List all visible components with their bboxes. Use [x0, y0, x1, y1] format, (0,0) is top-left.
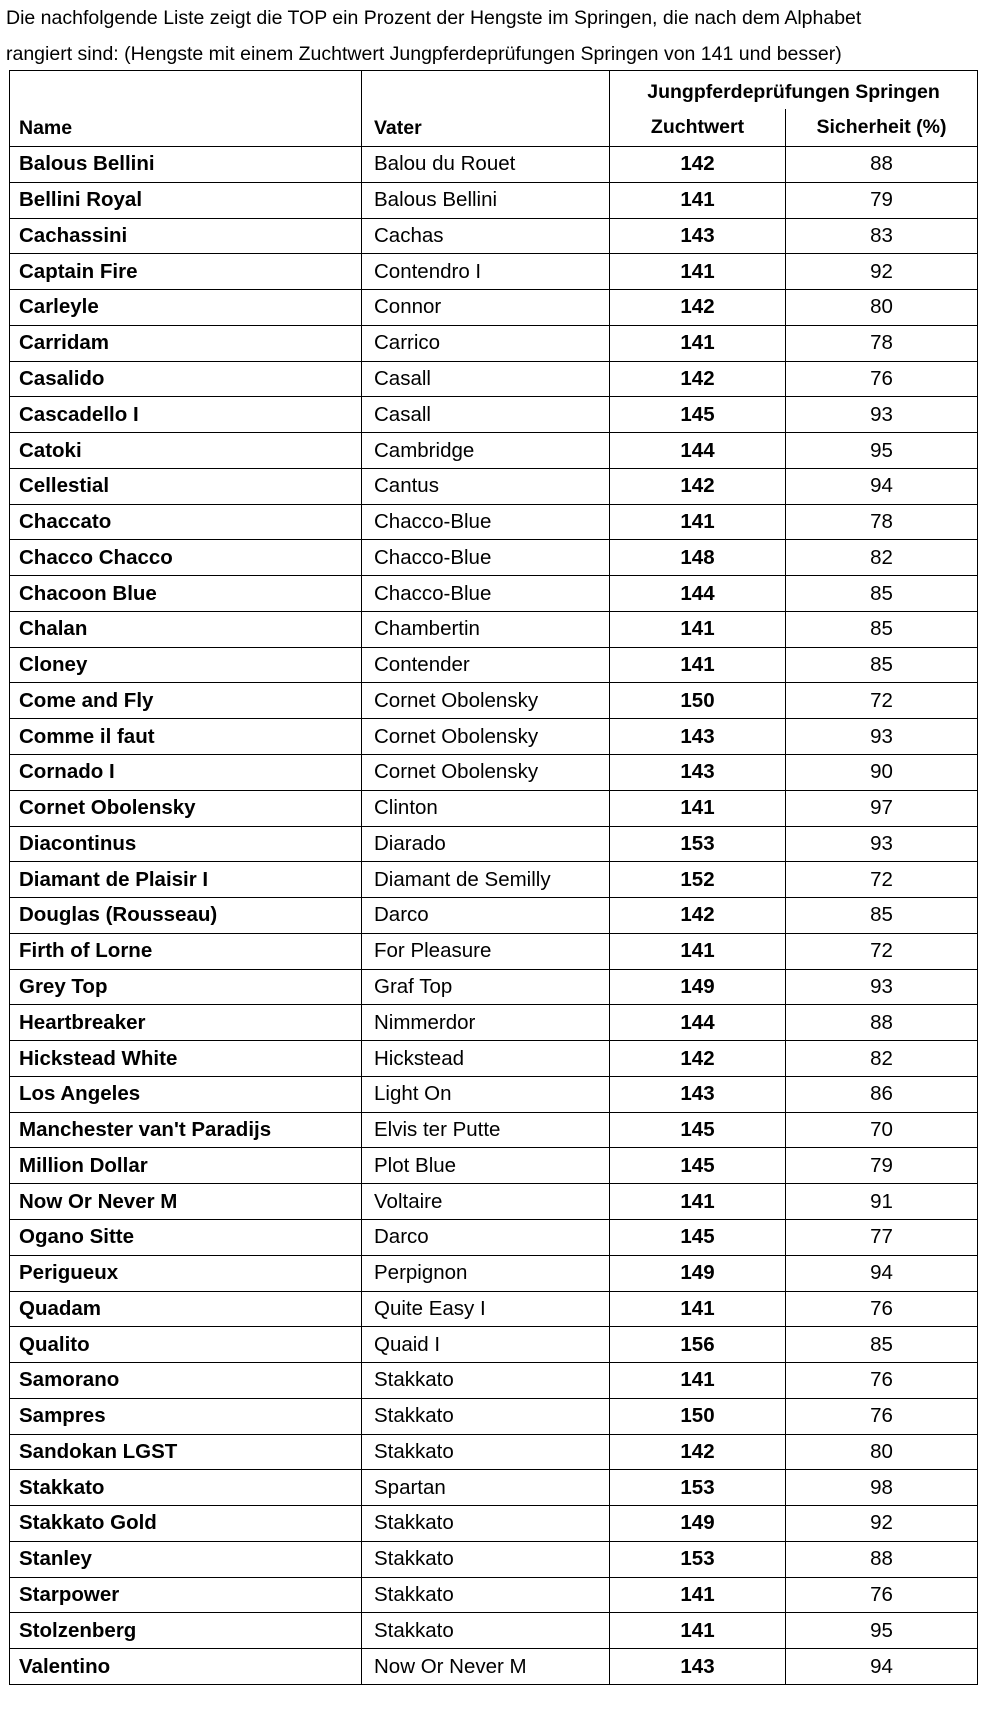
column-header-zuchtwert: Zuchtwert: [610, 109, 786, 147]
cell-vater: Cambridge: [362, 433, 610, 469]
table-row: [10, 1291, 978, 1327]
cell-vater: Stakkato: [362, 1363, 610, 1399]
table-row: [10, 755, 978, 791]
cell-vater: Quaid I: [362, 1327, 610, 1363]
cell-vater: Contendro I: [362, 254, 610, 290]
cell-sicherheit: 98: [786, 1470, 978, 1506]
table-row: [10, 147, 978, 183]
column-header-sicherheit: Sicherheit (%): [786, 109, 978, 147]
cell-name: Million Dollar: [10, 1148, 362, 1184]
cell-zuchtwert: 156: [610, 1327, 786, 1363]
cell-name: Perigueux: [10, 1255, 362, 1291]
cell-name: Cellestial: [10, 468, 362, 504]
cell-vater: Carrico: [362, 325, 610, 361]
cell-vater: Diarado: [362, 826, 610, 862]
cell-zuchtwert: 150: [610, 683, 786, 719]
cell-name: Captain Fire: [10, 254, 362, 290]
cell-sicherheit: 94: [786, 1649, 978, 1685]
cell-vater: Chacco-Blue: [362, 576, 610, 612]
cell-name: Bellini Royal: [10, 182, 362, 218]
cell-name: Quadam: [10, 1291, 362, 1327]
cell-vater: Cornet Obolensky: [362, 719, 610, 755]
cell-name: Firth of Lorne: [10, 933, 362, 969]
cell-vater: Plot Blue: [362, 1148, 610, 1184]
table-row: [10, 1613, 978, 1649]
table-row: [10, 1219, 978, 1255]
cell-zuchtwert: 141: [610, 933, 786, 969]
cell-zuchtwert: 143: [610, 218, 786, 254]
table-row: [10, 647, 978, 683]
cell-sicherheit: 85: [786, 1327, 978, 1363]
cell-sicherheit: 93: [786, 719, 978, 755]
table-row: [10, 1041, 978, 1077]
table-row: [10, 1363, 978, 1399]
cell-sicherheit: 76: [786, 1363, 978, 1399]
table-row: [10, 325, 978, 361]
cell-vater: Voltaire: [362, 1184, 610, 1220]
cell-vater: Darco: [362, 898, 610, 934]
cell-name: Heartbreaker: [10, 1005, 362, 1041]
cell-sicherheit: 92: [786, 1506, 978, 1542]
cell-sicherheit: 88: [786, 1541, 978, 1577]
cell-zuchtwert: 144: [610, 576, 786, 612]
cell-vater: Cornet Obolensky: [362, 683, 610, 719]
cell-vater: Casall: [362, 397, 610, 433]
cell-sicherheit: 78: [786, 325, 978, 361]
cell-zuchtwert: 143: [610, 1076, 786, 1112]
cell-vater: Spartan: [362, 1470, 610, 1506]
cell-name: Chacoon Blue: [10, 576, 362, 612]
cell-zuchtwert: 141: [610, 1184, 786, 1220]
table-row: [10, 182, 978, 218]
table-row: [10, 1005, 978, 1041]
cell-vater: Balous Bellini: [362, 182, 610, 218]
table-row: [10, 826, 978, 862]
cell-vater: Balou du Rouet: [362, 147, 610, 183]
cell-vater: Casall: [362, 361, 610, 397]
cell-zuchtwert: 141: [610, 790, 786, 826]
cell-zuchtwert: 142: [610, 147, 786, 183]
table-header: [10, 71, 978, 147]
cell-sicherheit: 94: [786, 1255, 978, 1291]
cell-zuchtwert: 141: [610, 647, 786, 683]
cell-zuchtwert: 152: [610, 862, 786, 898]
cell-sicherheit: 76: [786, 1398, 978, 1434]
cell-zuchtwert: 150: [610, 1398, 786, 1434]
cell-vater: Stakkato: [362, 1398, 610, 1434]
cell-vater: Chacco-Blue: [362, 504, 610, 540]
cell-vater: Now Or Never M: [362, 1649, 610, 1685]
cell-vater: Chacco-Blue: [362, 540, 610, 576]
cell-sicherheit: 72: [786, 933, 978, 969]
cell-zuchtwert: 141: [610, 1291, 786, 1327]
cell-zuchtwert: 143: [610, 719, 786, 755]
cell-zuchtwert: 145: [610, 1148, 786, 1184]
column-header-name: Name: [10, 71, 362, 147]
cell-zuchtwert: 141: [610, 611, 786, 647]
table-row: [10, 1470, 978, 1506]
cell-zuchtwert: 141: [610, 1363, 786, 1399]
cell-name: Cascadello I: [10, 397, 362, 433]
cell-vater: Connor: [362, 290, 610, 326]
column-group-header: Jungpferdeprüfungen Springen: [610, 71, 978, 110]
table-row: [10, 361, 978, 397]
cell-name: Diamant de Plaisir I: [10, 862, 362, 898]
table-row: [10, 218, 978, 254]
cell-name: Comme il faut: [10, 719, 362, 755]
cell-vater: Stakkato: [362, 1613, 610, 1649]
table-row: [10, 254, 978, 290]
cell-vater: Diamant de Semilly: [362, 862, 610, 898]
cell-sicherheit: 94: [786, 468, 978, 504]
cell-name: Stolzenberg: [10, 1613, 362, 1649]
table-row: [10, 1398, 978, 1434]
cell-sicherheit: 72: [786, 862, 978, 898]
cell-zuchtwert: 144: [610, 1005, 786, 1041]
cell-zuchtwert: 149: [610, 1255, 786, 1291]
cell-name: Ogano Sitte: [10, 1219, 362, 1255]
intro-line-1: Die nachfolgende Liste zeigt die TOP ein Prozent der Hengste im Springen, die nach dem Alphabet: [6, 7, 862, 29]
cell-sicherheit: 83: [786, 218, 978, 254]
cell-zuchtwert: 142: [610, 898, 786, 934]
cell-name: Now Or Never M: [10, 1184, 362, 1220]
table-row: [10, 576, 978, 612]
table-row: [10, 1327, 978, 1363]
cell-sicherheit: 70: [786, 1112, 978, 1148]
cell-name: Douglas (Rousseau): [10, 898, 362, 934]
cell-zuchtwert: 153: [610, 1541, 786, 1577]
cell-name: Carridam: [10, 325, 362, 361]
cell-zuchtwert: 141: [610, 504, 786, 540]
table-row: [10, 540, 978, 576]
cell-sicherheit: 93: [786, 397, 978, 433]
cell-sicherheit: 80: [786, 1434, 978, 1470]
table-row: [10, 933, 978, 969]
cell-zuchtwert: 149: [610, 969, 786, 1005]
cell-name: Sandokan LGST: [10, 1434, 362, 1470]
cell-name: Come and Fly: [10, 683, 362, 719]
cell-sicherheit: 80: [786, 290, 978, 326]
cell-name: Valentino: [10, 1649, 362, 1685]
table-row: [10, 468, 978, 504]
cell-name: Casalido: [10, 361, 362, 397]
cell-vater: Graf Top: [362, 969, 610, 1005]
cell-vater: Stakkato: [362, 1577, 610, 1613]
cell-zuchtwert: 142: [610, 1434, 786, 1470]
table-row: [10, 683, 978, 719]
cell-vater: Nimmerdor: [362, 1005, 610, 1041]
cell-name: Los Angeles: [10, 1076, 362, 1112]
cell-zuchtwert: 141: [610, 1577, 786, 1613]
cell-vater: Cornet Obolensky: [362, 755, 610, 791]
cell-zuchtwert: 141: [610, 254, 786, 290]
cell-sicherheit: 76: [786, 1577, 978, 1613]
cell-vater: Stakkato: [362, 1506, 610, 1542]
cell-name: Chaccato: [10, 504, 362, 540]
table-row: [10, 1434, 978, 1470]
cell-vater: Cantus: [362, 468, 610, 504]
table-row: [10, 862, 978, 898]
cell-name: Stakkato: [10, 1470, 362, 1506]
table-row: [10, 433, 978, 469]
table-body: [10, 147, 978, 1685]
cell-zuchtwert: 141: [610, 182, 786, 218]
cell-name: Qualito: [10, 1327, 362, 1363]
table-row: [10, 611, 978, 647]
table-row: [10, 1506, 978, 1542]
cell-name: Carleyle: [10, 290, 362, 326]
cell-name: Stakkato Gold: [10, 1506, 362, 1542]
cell-sicherheit: 82: [786, 540, 978, 576]
cell-name: Cachassini: [10, 218, 362, 254]
cell-name: Diacontinus: [10, 826, 362, 862]
cell-sicherheit: 85: [786, 898, 978, 934]
cell-sicherheit: 88: [786, 1005, 978, 1041]
cell-zuchtwert: 148: [610, 540, 786, 576]
cell-zuchtwert: 142: [610, 361, 786, 397]
cell-sicherheit: 86: [786, 1076, 978, 1112]
cell-sicherheit: 93: [786, 969, 978, 1005]
cell-zuchtwert: 145: [610, 1219, 786, 1255]
cell-vater: Light On: [362, 1076, 610, 1112]
cell-sicherheit: 79: [786, 182, 978, 218]
cell-zuchtwert: 149: [610, 1506, 786, 1542]
cell-vater: Darco: [362, 1219, 610, 1255]
column-header-vater: Vater: [362, 71, 610, 147]
cell-name: Chacco Chacco: [10, 540, 362, 576]
cell-sicherheit: 85: [786, 647, 978, 683]
cell-vater: Clinton: [362, 790, 610, 826]
cell-sicherheit: 88: [786, 147, 978, 183]
cell-vater: Quite Easy I: [362, 1291, 610, 1327]
cell-zuchtwert: 142: [610, 468, 786, 504]
cell-vater: Stakkato: [362, 1434, 610, 1470]
cell-name: Manchester van't Paradijs: [10, 1112, 362, 1148]
stallion-table: [9, 70, 978, 1685]
table-row: [10, 1184, 978, 1220]
cell-sicherheit: 97: [786, 790, 978, 826]
cell-sicherheit: 76: [786, 361, 978, 397]
cell-zuchtwert: 141: [610, 1613, 786, 1649]
cell-sicherheit: 90: [786, 755, 978, 791]
cell-zuchtwert: 153: [610, 826, 786, 862]
cell-zuchtwert: 145: [610, 397, 786, 433]
table-row: [10, 290, 978, 326]
table-row: [10, 1148, 978, 1184]
cell-vater: Stakkato: [362, 1541, 610, 1577]
cell-sicherheit: 95: [786, 1613, 978, 1649]
cell-zuchtwert: 142: [610, 290, 786, 326]
cell-zuchtwert: 144: [610, 433, 786, 469]
cell-zuchtwert: 145: [610, 1112, 786, 1148]
table-row: [10, 1541, 978, 1577]
cell-name: Starpower: [10, 1577, 362, 1613]
cell-sicherheit: 72: [786, 683, 978, 719]
table-row: [10, 504, 978, 540]
cell-sicherheit: 95: [786, 433, 978, 469]
cell-zuchtwert: 143: [610, 755, 786, 791]
cell-vater: Perpignon: [362, 1255, 610, 1291]
table-row: [10, 1112, 978, 1148]
cell-zuchtwert: 141: [610, 325, 786, 361]
cell-sicherheit: 91: [786, 1184, 978, 1220]
cell-sicherheit: 77: [786, 1219, 978, 1255]
table-row: [10, 1577, 978, 1613]
cell-name: Cornet Obolensky: [10, 790, 362, 826]
cell-sicherheit: 78: [786, 504, 978, 540]
table-row: [10, 1255, 978, 1291]
table-row: [10, 719, 978, 755]
table-row: [10, 397, 978, 433]
cell-name: Cornado I: [10, 755, 362, 791]
cell-name: Chalan: [10, 611, 362, 647]
cell-sicherheit: 76: [786, 1291, 978, 1327]
table-row: [10, 898, 978, 934]
cell-sicherheit: 79: [786, 1148, 978, 1184]
cell-zuchtwert: 153: [610, 1470, 786, 1506]
cell-vater: Elvis ter Putte: [362, 1112, 610, 1148]
table-row: [10, 1076, 978, 1112]
cell-name: Hickstead White: [10, 1041, 362, 1077]
cell-name: Catoki: [10, 433, 362, 469]
cell-vater: Cachas: [362, 218, 610, 254]
cell-vater: Hickstead: [362, 1041, 610, 1077]
cell-vater: For Pleasure: [362, 933, 610, 969]
intro-line-2: rangiert sind: (Hengste mit einem Zuchtwert Jungpferdeprüfungen Springen von 141 und besser): [6, 43, 842, 65]
cell-name: Cloney: [10, 647, 362, 683]
cell-zuchtwert: 143: [610, 1649, 786, 1685]
cell-vater: Contender: [362, 647, 610, 683]
cell-zuchtwert: 142: [610, 1041, 786, 1077]
intro-text: [6, 0, 989, 72]
cell-sicherheit: 85: [786, 576, 978, 612]
table-row: [10, 1649, 978, 1685]
cell-sicherheit: 93: [786, 826, 978, 862]
table-row: [10, 969, 978, 1005]
cell-sicherheit: 85: [786, 611, 978, 647]
cell-name: Balous Bellini: [10, 147, 362, 183]
cell-name: Sampres: [10, 1398, 362, 1434]
cell-vater: Chambertin: [362, 611, 610, 647]
cell-name: Stanley: [10, 1541, 362, 1577]
cell-sicherheit: 82: [786, 1041, 978, 1077]
table-row: [10, 790, 978, 826]
cell-name: Grey Top: [10, 969, 362, 1005]
cell-sicherheit: 92: [786, 254, 978, 290]
cell-name: Samorano: [10, 1363, 362, 1399]
